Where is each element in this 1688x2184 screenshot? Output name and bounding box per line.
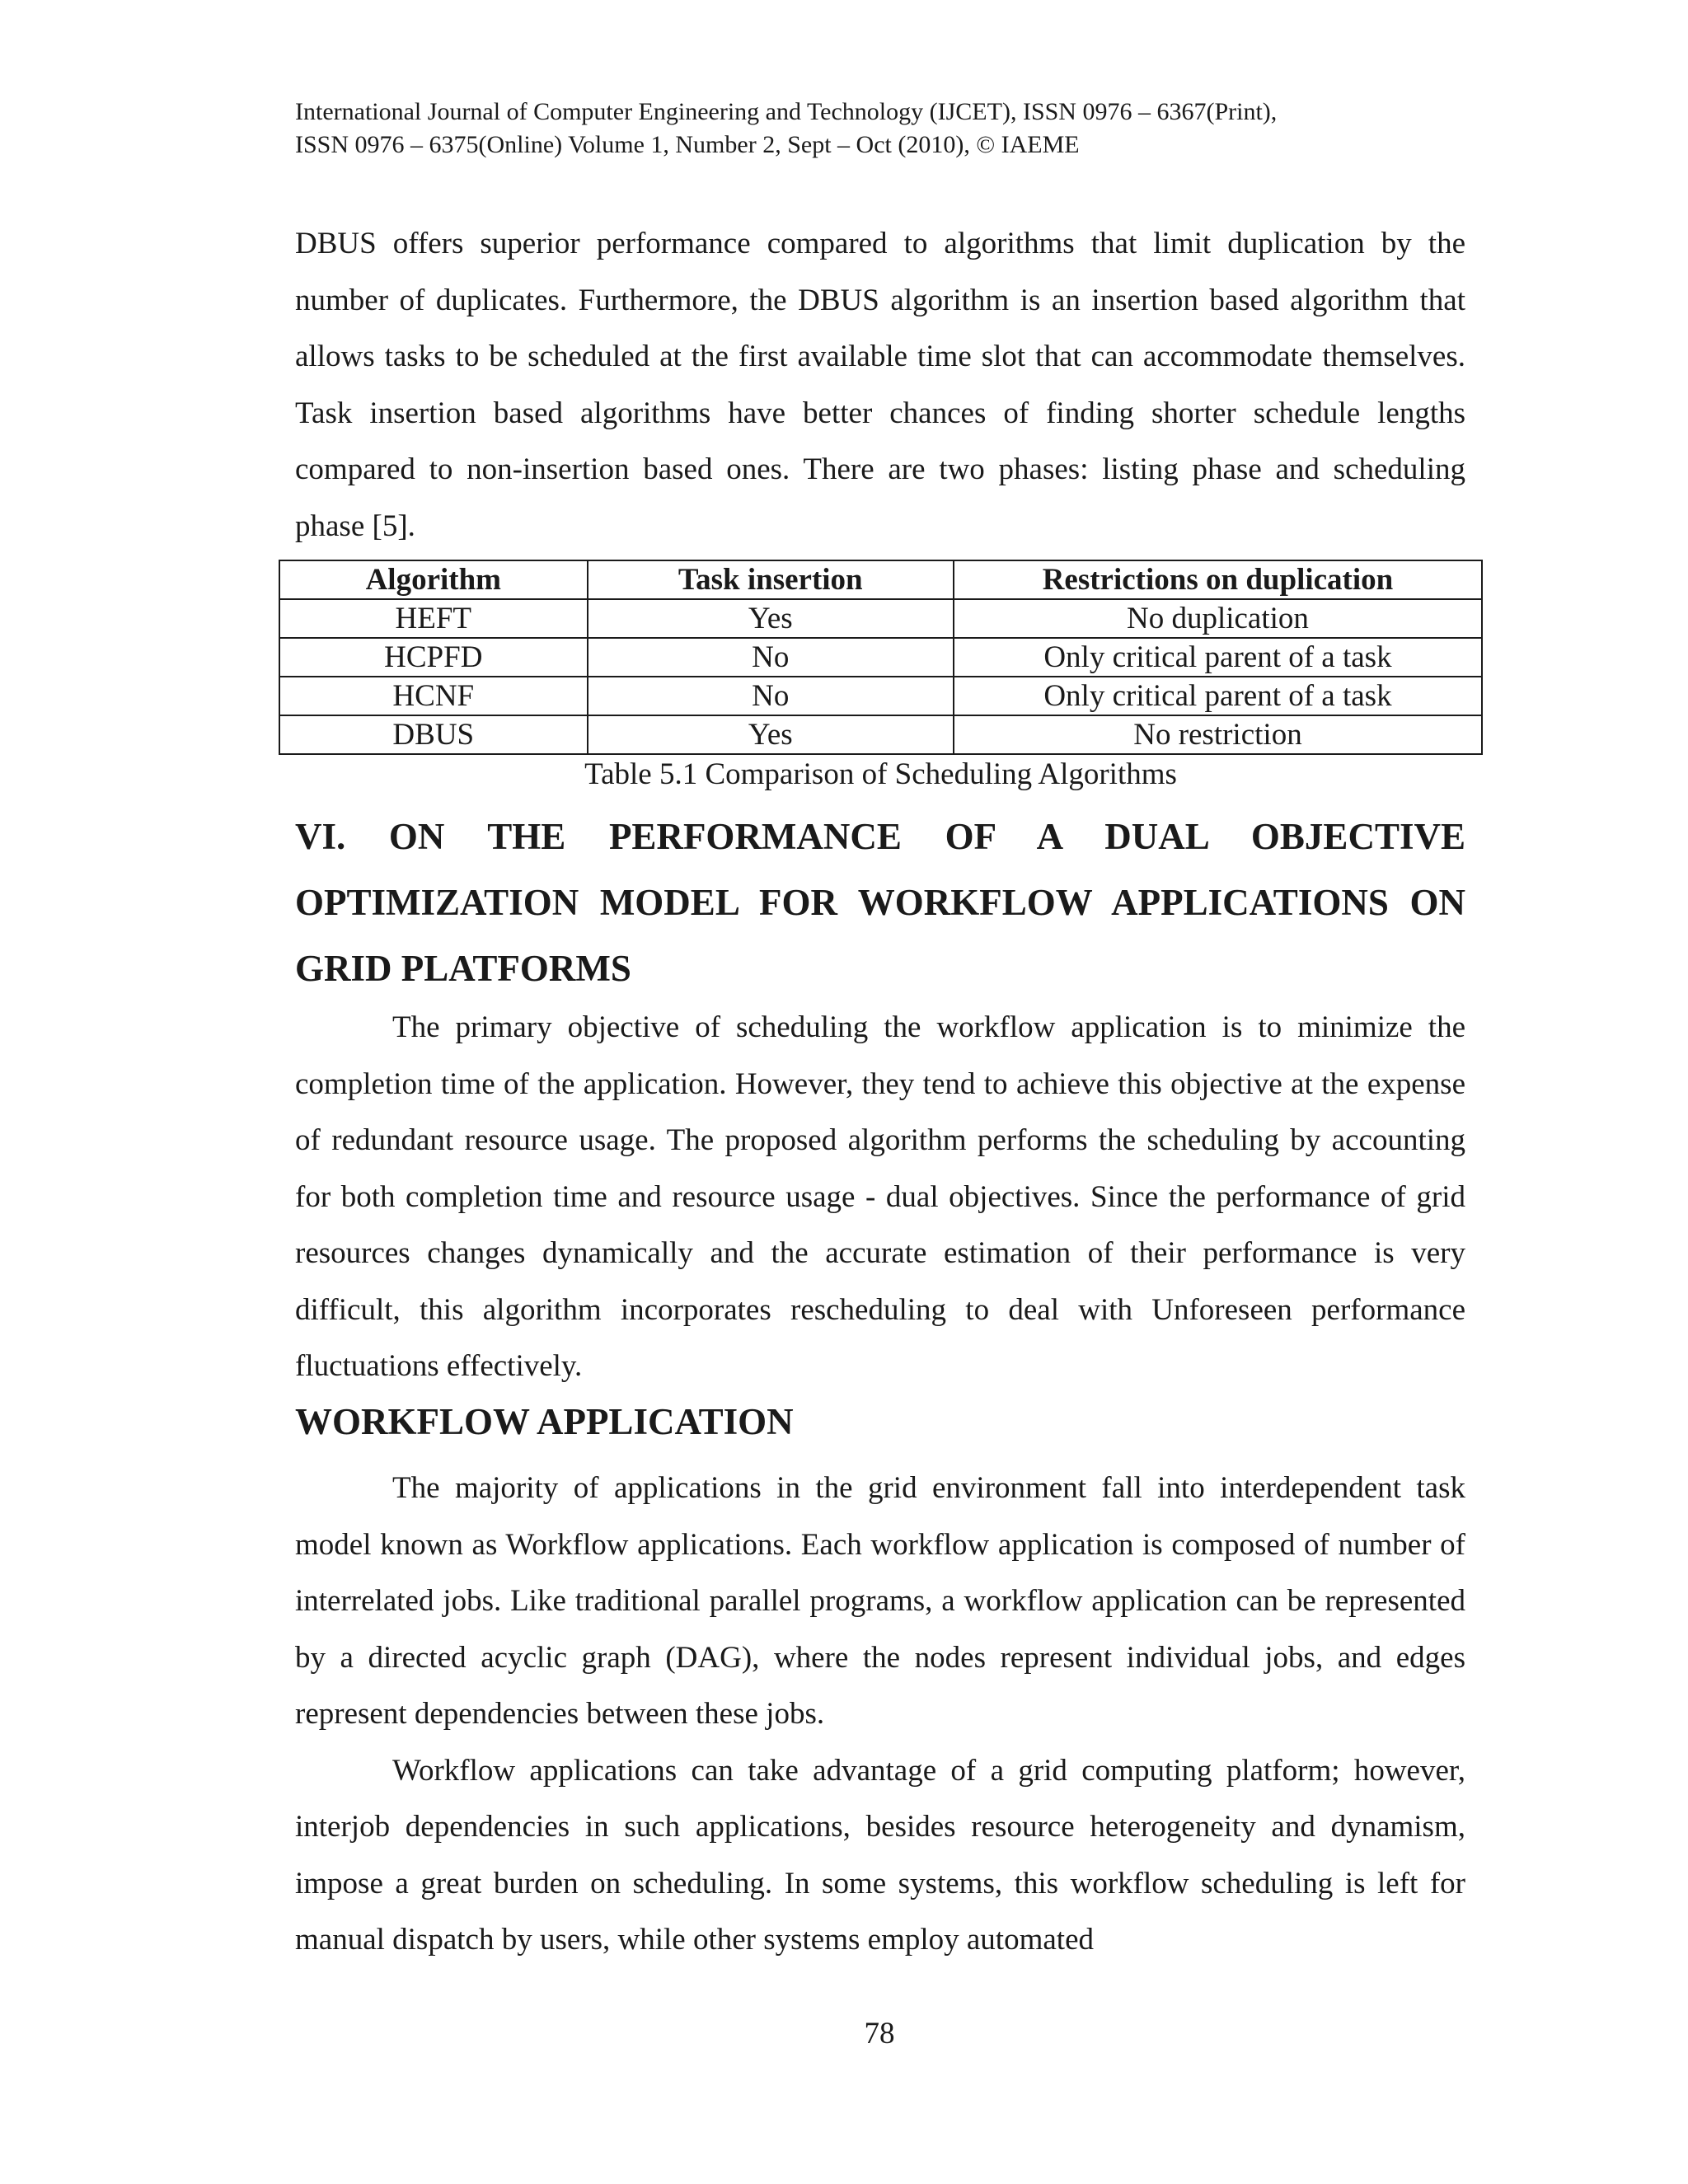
table-cell: Yes [588, 599, 954, 638]
table-cell: HCNF [279, 677, 588, 715]
running-header [295, 96, 1465, 162]
workflow-application-heading: WORKFLOW APPLICATION [295, 1401, 794, 1442]
table-cell: Yes [588, 715, 954, 754]
section-vi-body [295, 1000, 1465, 1395]
table-cell: HCPFD [279, 638, 588, 677]
table-header-cell: Restrictions on duplication [954, 560, 1482, 599]
table-cell: No [588, 677, 954, 715]
comparison-table [279, 560, 1483, 755]
intro-paragraph: DBUS offers superior performance compared to algorithms that limit duplication by the number of duplicates. Furthermore, the DBUS algorithm is an insertion based algorithm that allows tasks to be scheduled at the first available time slot that can accommodate themselves. Task insertion based algorithms have better chances of finding shorter schedule lengths compared to non-insertion based ones. There are two phases: listing phase and scheduling phase [5]. [295, 227, 1465, 543]
table-cell: DBUS [279, 715, 588, 754]
table-cell: No restriction [954, 715, 1482, 754]
table-cell: No duplication [954, 599, 1482, 638]
page-number: 78 [864, 2017, 895, 2050]
intro-section [295, 216, 1465, 555]
table-header-cell: Algorithm [279, 560, 588, 599]
table-row [279, 599, 1482, 638]
table-cell: No [588, 638, 954, 677]
table-header-cell: Task insertion [588, 560, 954, 599]
table-row [279, 638, 1482, 677]
comparison-table-container [279, 560, 1483, 755]
table-caption: Table 5.1 Comparison of Scheduling Algorithms [584, 757, 1177, 791]
table-cell: Only critical parent of a task [954, 677, 1482, 715]
running-header-line-1: International Journal of Computer Engineering and Technology (IJCET), ISSN 0976 – 6367(Print), [295, 98, 1278, 125]
table-cell: Only critical parent of a task [954, 638, 1482, 677]
workflow-application-body [295, 1460, 1465, 1969]
table-row [279, 677, 1482, 715]
table-header-row [279, 560, 1482, 599]
running-header-line-2: ISSN 0976 – 6375(Online) Volume 1, Number 2, Sept – Oct (2010), © IAEME [295, 131, 1080, 158]
workflow-paragraph-2: Workflow applications can take advantage of a grid computing platform; however, interjob dependencies in such applications, besides resource heterogeneity and dynamism, impose a great burden on scheduling. In some systems, this workflow scheduling is left for manual dispatch by users, while other systems employ automated [295, 1753, 1465, 1957]
section-vi-heading: VI. ON THE PERFORMANCE OF A DUAL OBJECTIVE OPTIMIZATION MODEL FOR WORKFLOW APPLICATIONS ON GRID PLATFORMS [295, 816, 1465, 989]
section-vi-paragraph: The primary objective of scheduling the workflow application is to minimize the completion time of the application. However, they tend to achieve this objective at the expense of redundant resource usage. The proposed algorithm performs the scheduling by accounting for both completion time and resource usage - dual objectives. Since the performance of grid resources changes dynamically and the accurate estimation of their performance is very difficult, this algorithm incorporates rescheduling to deal with Unforeseen performance fluctuations effectively. [295, 1010, 1465, 1383]
table-row [279, 715, 1482, 754]
workflow-paragraph-1: The majority of applications in the grid environment fall into interdependent task model known as Workflow applications. Each workflow application is composed of number of interrelated jobs. Like traditional parallel programs, a workflow application can be represented by a directed acyclic graph (DAG), where the nodes represent individual jobs, and edges represent dependencies between these jobs. [295, 1471, 1465, 1731]
table-cell: HEFT [279, 599, 588, 638]
